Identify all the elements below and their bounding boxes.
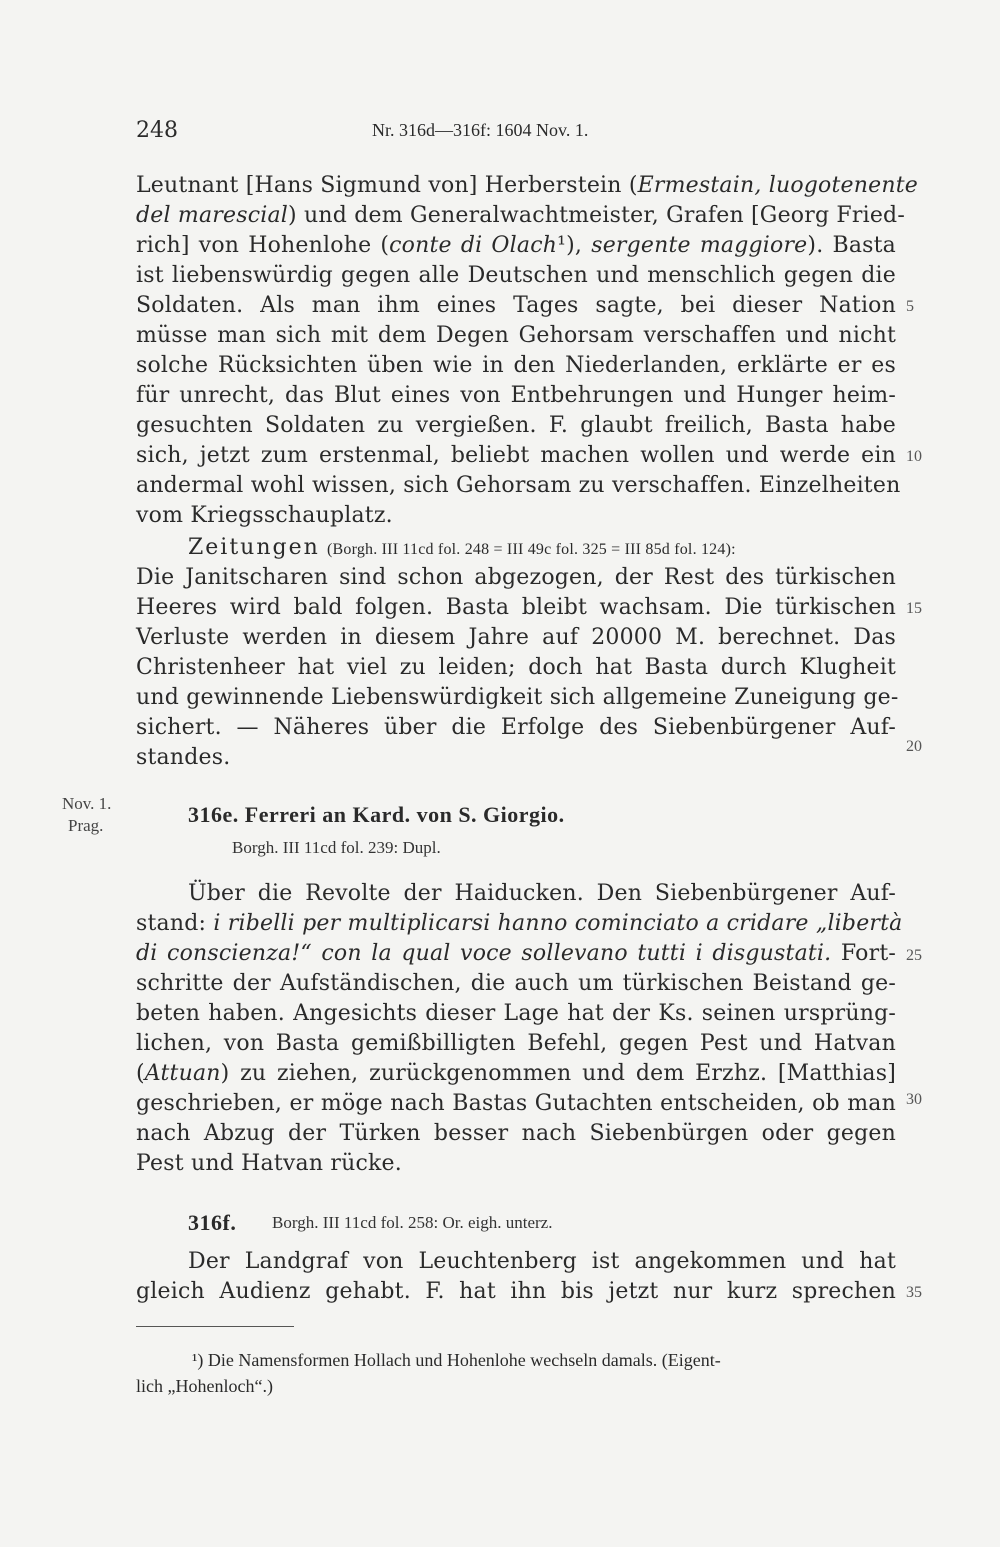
text-316e-8: geschrieben, er möge nach Bastas Gutachten entscheiden, ob man xyxy=(136,1091,896,1116)
doc-heading-316f: 316f. xyxy=(188,1210,237,1235)
text-316e-7: (Attuan) zu ziehen, zurückgenommen und dem Erzhz. [Matthias] xyxy=(136,1061,896,1086)
text-line-1: Leutnant [Hans Sigmund von] Herberstein (Ermestain, luogotenente xyxy=(136,173,918,198)
running-title: Nr. 316d—316f: 1604 Nov. 1. xyxy=(372,120,589,140)
line-number-25: 25 xyxy=(906,947,922,964)
text-316e-2: stand: i ribelli per multiplicarsi hanno cominciato a cridare „libertà xyxy=(136,911,903,936)
text-316e-9: nach Abzug der Türken besser nach Siebenbürgen oder gegen xyxy=(136,1121,896,1146)
text-316e-6: lichen, von Basta gemißbilligten Befehl, gegen Pest und Hatvan xyxy=(136,1031,896,1056)
line-number-10: 10 xyxy=(906,448,922,465)
text-316f-1: Der Landgraf von Leuchtenberg ist angekommen und hat xyxy=(188,1249,896,1274)
margin-date: Nov. 1. xyxy=(62,794,112,813)
zeitungen-text-6: sichert. — Näheres über die Erfolge des Siebenbürgener Auf- xyxy=(136,715,896,740)
doc-heading-316e: 316e. Ferreri an Kard. von S. Giorgio. xyxy=(188,802,565,827)
text-316e-5: beten haben. Angesichts dieser Lage hat der Ks. seinen ursprüng- xyxy=(136,1001,896,1026)
zeitungen-line: Zeitungen (Borgh. III 11cd fol. 248 = III 49c fol. 325 = III 85d fol. 124): xyxy=(188,535,736,560)
text-316e-3: di conscienza!“ con la qual voce sollevano tutti i disgustati. Fort- xyxy=(136,941,896,966)
text-316e-1: Über die Revolte der Haiducken. Den Siebenbürgener Auf- xyxy=(188,881,896,906)
text-line-3: rich] von Hohenlohe (conte di Olach¹), sergente maggiore). Basta xyxy=(136,233,896,258)
text-line-7: solche Rücksichten üben wie in den Niederlanden, erklärte er es xyxy=(136,353,896,378)
source-316f: Borgh. III 11cd fol. 258: Or. eigh. unterz. xyxy=(272,1213,553,1232)
zeitungen-text-1: Die Janitscharen sind schon abgezogen, der Rest des türkischen xyxy=(136,565,896,590)
zeitungen-text-2: Heeres wird bald folgen. Basta bleibt wachsam. Die türkischen xyxy=(136,595,896,620)
line-number-30: 30 xyxy=(906,1091,922,1108)
text-316e-4: schritte der Aufständischen, die auch um türkischen Beistand ge- xyxy=(136,971,896,996)
line-number-5: 5 xyxy=(906,298,914,315)
text-line-5: Soldaten. Als man ihm eines Tages sagte, bei dieser Nation xyxy=(136,293,896,318)
text-line-12: vom Kriegsschauplatz. xyxy=(136,503,393,528)
text-line-4: ist liebenswürdig gegen alle Deutschen und menschlich gegen die xyxy=(136,263,896,288)
zeitungen-text-3: Verluste werden in diesem Jahre auf 20000 M. berechnet. Das xyxy=(136,625,896,650)
line-number-15: 15 xyxy=(906,600,922,617)
page-number: 248 xyxy=(136,118,178,143)
zeitungen-text-4: Christenheer hat viel zu leiden; doch hat Basta durch Klugheit xyxy=(136,655,896,680)
text-line-6: müsse man sich mit dem Degen Gehorsam verschaffen und nicht xyxy=(136,323,896,348)
zeitungen-text-5: und gewinnende Liebenswürdigkeit sich allgemeine Zuneigung ge- xyxy=(136,685,899,710)
text-line-2: del marescial) und dem Generalwachtmeister, Grafen [Georg Fried- xyxy=(136,203,905,228)
footnote-line-1: ¹) Die Namensformen Hollach und Hohenlohe wechseln damals. (Eigent- xyxy=(192,1350,721,1370)
line-number-35: 35 xyxy=(906,1284,922,1301)
text-316e-10: Pest und Hatvan rücke. xyxy=(136,1151,402,1176)
footnote-line-2: lich „Hohenloch“.) xyxy=(136,1376,273,1396)
text-line-9: gesuchten Soldaten zu vergießen. F. glaubt freilich, Basta habe xyxy=(136,413,896,438)
text-line-11: andermal wohl wissen, sich Gehorsam zu verschaffen. Einzelheiten xyxy=(136,473,901,498)
text-line-10: sich, jetzt zum erstenmal, beliebt machen wollen und werde ein xyxy=(136,443,896,468)
footnote-rule xyxy=(136,1326,294,1327)
zeitungen-text-7: standes. xyxy=(136,745,231,770)
source-316e: Borgh. III 11cd fol. 239: Dupl. xyxy=(232,838,441,857)
line-number-20: 20 xyxy=(906,738,922,755)
margin-place: Prag. xyxy=(68,816,104,835)
text-316f-2: gleich Audienz gehabt. F. hat ihn bis jetzt nur kurz sprechen xyxy=(136,1279,896,1304)
text-line-8: für unrecht, das Blut eines von Entbehrungen und Hunger heim- xyxy=(136,383,896,408)
